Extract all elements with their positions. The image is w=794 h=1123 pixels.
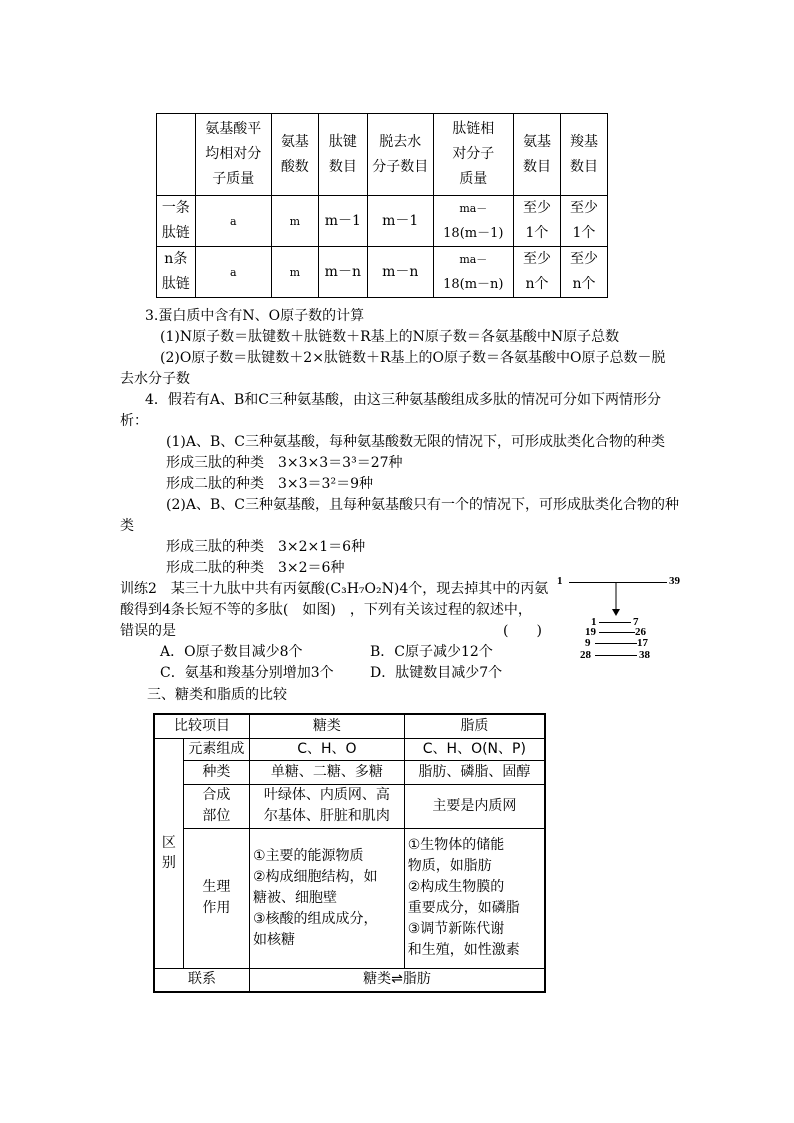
- oxygen-rule-line2: 去水分子数: [120, 371, 190, 387]
- sugar-function: 如核糖: [252, 931, 295, 948]
- cell-carboxyl: 至少 n个: [560, 247, 607, 298]
- row-label: 生理 作用: [183, 828, 249, 968]
- lipid-function: 和生殖，如性激素: [407, 942, 520, 958]
- case2-title-line1: (2)A、B、C三种氨基酸，且每种氨基酸只有一个的情况下，可形成肽类化合物的种: [166, 497, 679, 513]
- sugar-function: 糖被、细胞壁: [252, 889, 337, 906]
- cell-avg: a: [195, 247, 271, 298]
- table-row: [157, 196, 608, 247]
- option-d[interactable]: D．肽键数目减少7个: [370, 665, 503, 681]
- sugar-function: ②构成细胞结构，如: [252, 868, 378, 885]
- cell-sugar: C、H、O: [249, 738, 404, 760]
- segment-line: [595, 643, 637, 644]
- row-label: 种类: [183, 760, 249, 784]
- section3-title: 3.蛋白质中含有N、O原子数的计算: [145, 308, 365, 324]
- cell-link: 糖类⇌脂肪: [249, 968, 545, 992]
- row-label: 合成 部位: [183, 784, 249, 828]
- header-cell-empty: [157, 114, 196, 196]
- seg1-start: 1: [591, 616, 597, 628]
- exercise-line3: 错误的是: [120, 623, 176, 639]
- down-arrow-icon: [611, 583, 621, 617]
- option-b[interactable]: B．C原子减少12个: [370, 644, 493, 660]
- table-row: [154, 738, 545, 760]
- case2-dipeptide: 形成二肽的种类 3×2＝6种: [166, 560, 345, 576]
- cell-bonds: m－1: [318, 196, 367, 247]
- option-c[interactable]: C．氨基和羧基分别增加3个: [160, 665, 334, 681]
- section-3-heading: 三、糖类和脂质的比较: [147, 687, 287, 703]
- cell-lipid: 主要是内质网: [404, 784, 545, 828]
- peptide-cleavage-diagram: [555, 575, 690, 665]
- cell-avg: a: [195, 196, 271, 247]
- seg1-end: 7: [633, 616, 639, 628]
- segment-line: [599, 632, 635, 633]
- header-item: 比较项目: [154, 714, 249, 738]
- sugar-function: ①主要的能源物质: [252, 847, 364, 864]
- header-carboxyl-groups: 羧基 数目: [560, 114, 607, 196]
- section4-line2: 析：: [120, 413, 148, 429]
- cell-mass: ma－ 18(m－1): [433, 196, 513, 247]
- cell-amino: 至少 n个: [514, 247, 561, 298]
- sugar-lipid-comparison-table: [153, 713, 546, 993]
- cell-count: m: [271, 247, 318, 298]
- case1-title: (1)A、B、C三种氨基酸，每种氨基酸数无限的情况下，可形成肽类化合物的种类: [166, 434, 665, 450]
- cell-sugar: 单糖、二糖、多糖: [249, 760, 404, 784]
- oxygen-rule-line1: (2)O原子数＝肽键数＋2×肽链数＋R基上的O原子数＝各氨基酸中O原子总数－脱: [160, 350, 666, 366]
- cell-water: m－1: [367, 196, 433, 247]
- table-row: [154, 828, 545, 968]
- seg2-start: 19: [585, 626, 596, 638]
- header-amino-count: 氨基 酸数: [271, 114, 318, 196]
- header-bond-count: 肽键 数目: [318, 114, 367, 196]
- lipid-function: 物质，如脂肪: [407, 858, 492, 874]
- lipid-function: ①生物体的储能: [407, 837, 505, 853]
- cell-lipid: 脂肪、磷脂、固醇: [404, 760, 545, 784]
- table-row: [154, 968, 545, 992]
- seg4-end: 38: [639, 649, 650, 661]
- cell-bonds: m－n: [318, 247, 367, 298]
- exercise-line2: 酸得到4条长短不等的多肽( 如图) ，下列有关该过程的叙述中，: [120, 602, 532, 618]
- header-lipid: 脂质: [404, 714, 545, 738]
- section4-line1: 4．假若有A、B和C三种氨基酸，由这三种氨基酸组成多肽的情况可分如下两情形分: [145, 392, 662, 408]
- fig-start-label: 1: [557, 575, 563, 587]
- option-a[interactable]: A．O原子数目减少8个: [160, 644, 303, 660]
- sugar-function: ③核酸的组成成分，: [252, 910, 378, 927]
- cell-water: m－n: [367, 247, 433, 298]
- cell-mass: ma－ 18(m－n): [433, 247, 513, 298]
- table-row: [157, 247, 608, 298]
- header-amino-groups: 氨基 数目: [514, 114, 561, 196]
- cell-carboxyl: 至少 1个: [560, 196, 607, 247]
- row-label: 元素组成: [183, 738, 249, 760]
- cell-sugar: 叶绿体、内质网、高 尔基体、肝脏和肌肉: [249, 784, 404, 828]
- segment-line: [599, 622, 631, 623]
- diff-label: 区别: [154, 738, 183, 968]
- case2-tripeptide: 形成三肽的种类 3×2×1＝6种: [166, 539, 366, 555]
- lipid-function: ③调节新陈代谢: [407, 921, 505, 937]
- cell-sugar: [249, 828, 404, 968]
- row-label: 一条 肽链: [157, 196, 196, 247]
- case1-tripeptide: 形成三肽的种类 3×3×3＝3³＝27种: [166, 455, 403, 471]
- exercise-line1: 训练2 某三十九肽中共有丙氨酸(C₃H₇O₂N)4个，现去掉其中的丙氨: [120, 581, 549, 597]
- fig-end-label: 39: [669, 575, 680, 587]
- lipid-function: ②构成生物膜的: [407, 879, 505, 895]
- row-label: 联系: [154, 968, 249, 992]
- case1-dipeptide: 形成二肽的种类 3×3＝3²＝9种: [166, 476, 373, 492]
- cell-lipid: C、H、O(N、P): [404, 738, 545, 760]
- table-row: [154, 784, 545, 828]
- table-header-row: [157, 114, 608, 196]
- nitrogen-rule: (1)N原子数＝肽键数＋肽链数＋R基上的N原子数＝各氨基酸中N原子总数: [160, 329, 620, 345]
- cell-amino: 至少 1个: [514, 196, 561, 247]
- header-chain-mass: 肽链相 对分子 质量: [433, 114, 513, 196]
- cell-count: m: [271, 196, 318, 247]
- row-label: n条 肽链: [157, 247, 196, 298]
- seg3-start: 9: [585, 637, 591, 649]
- case2-title-line2: 类: [120, 518, 134, 534]
- cell-lipid: [404, 828, 545, 968]
- seg2-end: 26: [635, 626, 646, 638]
- header-sugar: 糖类: [249, 714, 404, 738]
- lipid-function: 重要成分，如磷脂: [407, 900, 520, 916]
- peptide-calculation-table: [156, 113, 608, 298]
- seg4-start: 28: [580, 649, 591, 661]
- segment-line: [595, 655, 637, 656]
- header-avg-mass: 氨基酸平 均相对分 子质量: [195, 114, 271, 196]
- table-row: [154, 760, 545, 784]
- table-header-row: [154, 714, 545, 738]
- header-water-count: 脱去水 分子数目: [367, 114, 433, 196]
- seg3-end: 17: [637, 637, 648, 649]
- answer-blank: ( ): [503, 623, 542, 639]
